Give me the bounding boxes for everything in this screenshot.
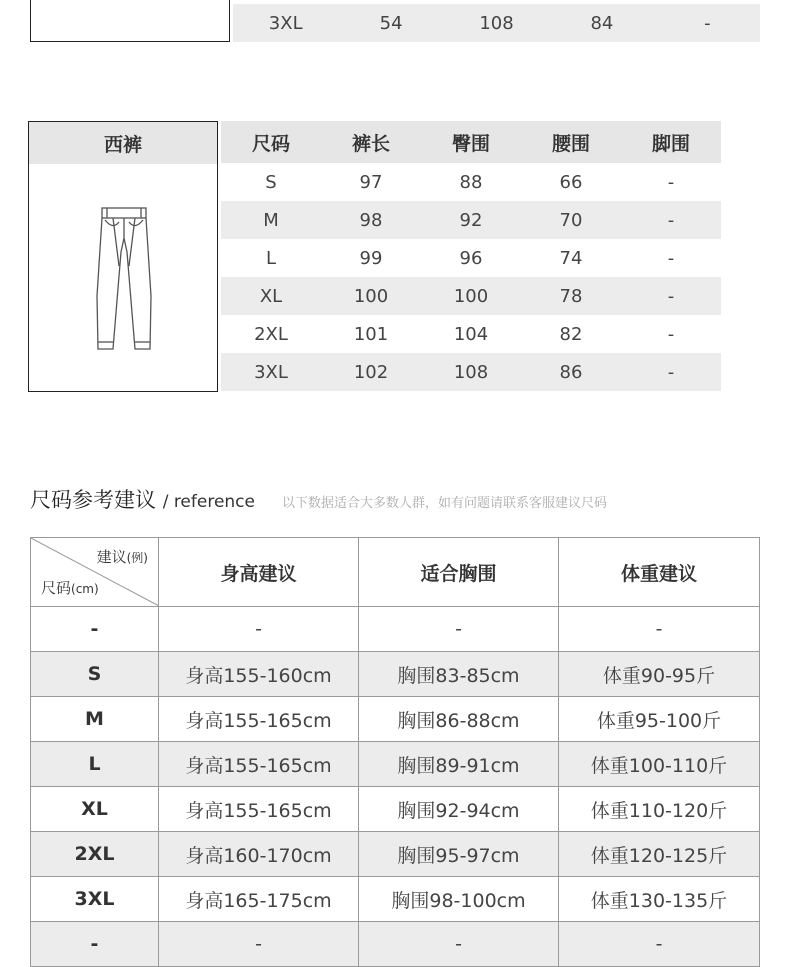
size-cell: - <box>31 607 159 652</box>
cell: 66 <box>559 171 583 193</box>
cell: 胸围89-91cm <box>359 742 559 787</box>
cell: 胸围86-88cm <box>359 697 559 742</box>
size-cell: 2XL <box>31 832 159 877</box>
cell: 体重90-95斤 <box>559 652 760 697</box>
cell: 82 <box>559 323 583 345</box>
table-row <box>31 607 760 652</box>
cell: - <box>559 922 760 967</box>
cell: 胸围98-100cm <box>359 877 559 922</box>
cell: 74 <box>559 247 583 269</box>
cell: 96 <box>459 247 483 269</box>
trousers-icon <box>93 206 155 356</box>
table-row <box>31 877 760 922</box>
cell: 体重100-110斤 <box>559 742 760 787</box>
cell: - <box>667 171 675 193</box>
table-row <box>221 315 721 353</box>
cell: 身高155-165cm <box>159 697 359 742</box>
header-cell: 臀围 <box>451 132 490 155</box>
table-row <box>31 697 760 742</box>
cell: 身高155-165cm <box>159 787 359 832</box>
cell: - <box>359 922 559 967</box>
table-row <box>31 652 760 697</box>
corner-top-small: (例) <box>126 551 148 565</box>
cell: - <box>704 12 711 34</box>
cell: 84 <box>590 12 614 34</box>
cell: 86 <box>559 361 583 383</box>
size-cell: - <box>31 922 159 967</box>
cell: 102 <box>353 361 389 383</box>
cell: 身高155-165cm <box>159 742 359 787</box>
corner-header-cell <box>31 538 159 607</box>
cell: - <box>667 361 675 383</box>
size-cell: S <box>31 652 159 697</box>
table-row <box>221 239 721 277</box>
cell: 体重110-120斤 <box>559 787 760 832</box>
corner-bottom-text: 尺码 <box>41 579 72 597</box>
cell: 体重130-135斤 <box>559 877 760 922</box>
cell: 100 <box>453 285 489 307</box>
size-cell: 3XL <box>31 877 159 922</box>
pants-title: 西裤 <box>29 122 217 164</box>
table-row <box>31 787 760 832</box>
cell: - <box>159 922 359 967</box>
cell: 70 <box>559 209 583 231</box>
size-cell: XL <box>31 787 159 832</box>
cell: 胸围83-85cm <box>359 652 559 697</box>
cell: - <box>667 323 675 345</box>
cell: 身高160-170cm <box>159 832 359 877</box>
cell: - <box>667 285 675 307</box>
table-row <box>31 832 760 877</box>
cell: S <box>265 171 277 193</box>
cell: 体重95-100斤 <box>559 697 760 742</box>
previous-table-row <box>233 4 760 42</box>
size-suggestion-table <box>30 537 760 967</box>
table-row <box>221 277 721 315</box>
cell: 88 <box>459 171 483 193</box>
cell: - <box>667 209 675 231</box>
cell: - <box>559 607 760 652</box>
cell: 99 <box>359 247 383 269</box>
size-cell: M <box>31 697 159 742</box>
cell: 身高165-175cm <box>159 877 359 922</box>
cell: 100 <box>353 285 389 307</box>
cell: 体重120-125斤 <box>559 832 760 877</box>
cell: L <box>265 247 277 269</box>
cell: 胸围92-94cm <box>359 787 559 832</box>
table-header-row <box>31 538 760 607</box>
table-header-row <box>221 121 721 163</box>
cell: 98 <box>359 209 383 231</box>
cell: - <box>667 247 675 269</box>
reference-title <box>30 484 255 514</box>
cell: 3XL <box>268 12 303 34</box>
cell: XL <box>259 285 283 307</box>
corner-bottom-label <box>41 577 99 598</box>
cell: 54 <box>379 12 403 34</box>
table-row <box>221 163 721 201</box>
cell: - <box>359 607 559 652</box>
cell: 97 <box>359 171 383 193</box>
header-cell: 腰围 <box>551 132 590 155</box>
reference-title-en: / reference <box>162 492 255 512</box>
pants-image-box <box>28 121 218 392</box>
header-cell: 身高建议 <box>159 538 359 607</box>
cell: - <box>159 607 359 652</box>
corner-top-text: 建议 <box>96 548 127 566</box>
cell: 104 <box>453 323 489 345</box>
header-cell: 脚围 <box>651 132 690 155</box>
header-cell: 裤长 <box>351 132 390 155</box>
corner-bottom-small: (cm) <box>71 582 99 596</box>
size-cell: L <box>31 742 159 787</box>
previous-table-image-box <box>30 0 230 42</box>
cell: 108 <box>453 361 489 383</box>
table-row <box>31 742 760 787</box>
cell: 108 <box>479 12 514 34</box>
header-cell: 适合胸围 <box>359 538 559 607</box>
reference-note: 以下数据适合大多数人群，如有问题请联系客服建议尺码 <box>282 496 608 511</box>
cell: 身高155-160cm <box>159 652 359 697</box>
cell: 92 <box>459 209 483 231</box>
cell: 胸围95-97cm <box>359 832 559 877</box>
cell: 3XL <box>254 361 288 383</box>
cell: 78 <box>559 285 583 307</box>
header-cell: 体重建议 <box>559 538 760 607</box>
header-cell: 尺码 <box>251 132 290 155</box>
pants-size-table <box>221 121 721 391</box>
corner-top-label <box>97 546 148 567</box>
cell: 2XL <box>254 323 288 345</box>
table-row <box>221 201 721 239</box>
table-row <box>221 353 721 391</box>
cell: M <box>263 209 279 231</box>
reference-title-cn: 尺码参考建议 <box>30 488 156 512</box>
cell: 101 <box>353 323 389 345</box>
